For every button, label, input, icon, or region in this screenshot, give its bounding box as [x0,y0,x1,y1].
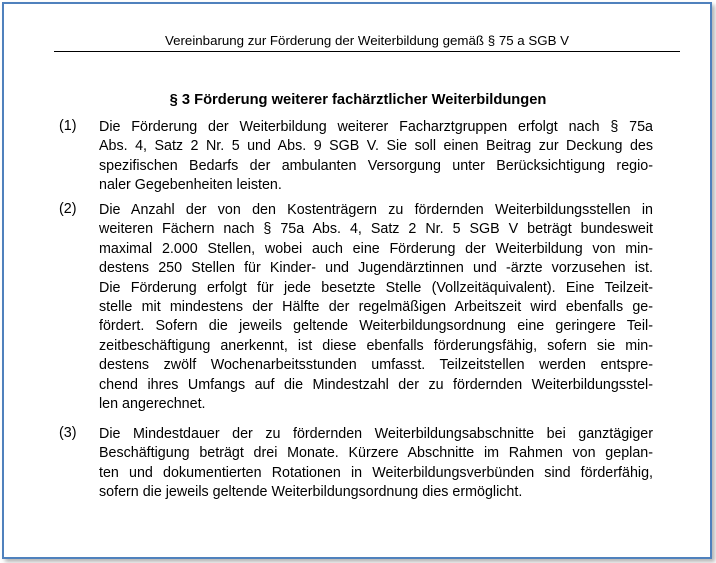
text-line: len angerechnet. [99,395,206,412]
text-line: chend ihres Umfangs auf die Mindestzahl der zu fördernden Weiterbildungsstel- [99,376,653,393]
text-line: spezifischen Bedarfs der ambulanten Versorgung unter Berücksichtigung regio- [99,157,653,174]
text-line: naler Gegebenheiten leisten. [99,177,282,194]
paragraph-body [99,425,653,503]
text-line: destens zwölf Wochenarbeitsstunden umfasst. Teilzeitstellen werden entspre- [99,357,653,374]
text-line: maximal 2.000 Stellen, wobei auch eine Förderung der Weiterbildung von min- [99,240,653,257]
paragraph-body [99,118,653,196]
paragraph-number: (1) [59,118,77,134]
text-line: sofern die jeweils geltende Weiterbildungsordnung dies ermöglicht. [99,484,523,501]
paragraph-number: (3) [59,425,77,441]
text-line: zeitbeschäftigung anerkennt, ist diese ebenfalls förderungsfähig, sofern sie min- [99,337,653,354]
text-line: weiteren Fächern nach § 75a Abs. 4, Satz 2 Nr. 5 SGB V beträgt bundesweit [99,221,653,238]
text-line: Die Förderung erfolgt für jede besetzte Stelle (Vollzeitäquivalent). Eine Teilzeit- [99,279,653,296]
text-line: Die Anzahl der von den Kostenträgern zu fördernden Weiterbildungsstellen in [99,202,653,218]
text-line: destens 250 Stellen für Kinder- und Jugendärztinnen und -ärzte vorzusehen ist. [99,260,653,277]
text-line: Die Förderung der Weiterbildung weiterer Facharztgruppen erfolgt nach § 75a [99,119,653,135]
paragraph-body [99,201,653,414]
text-line: ten und dokumentierten Rotationen in Weiterbildungsverbünden sind förderfähig, [99,464,653,481]
text-line: Beschäftigung beträgt drei Monate. Kürzere Abschnitte im Rahmen von geplan- [99,445,653,462]
section-heading: § 3 Förderung weiterer fachärztlicher Weiterbildungen [169,92,547,108]
document-header: Vereinbarung zur Förderung der Weiterbildung gemäß § 75 a SGB V [54,33,680,52]
text-line: Die Mindestdauer der zu fördernden Weiterbildungsabschnitte bei ganztägiger [99,426,653,442]
paragraph-number: (2) [59,201,77,217]
text-line: fördert. Sofern die jeweils geltende Weiterbildungsordnung eine geringere Teil- [99,318,653,335]
text-line: stelle mit mindestens der Hälfte der regelmäßigen Arbeitszeit wird ebenfalls ge- [99,298,653,315]
text-line: Abs. 4, Satz 2 Nr. 5 und Abs. 9 SGB V. Sie soll einen Beitrag zur Deckung des [99,138,653,155]
